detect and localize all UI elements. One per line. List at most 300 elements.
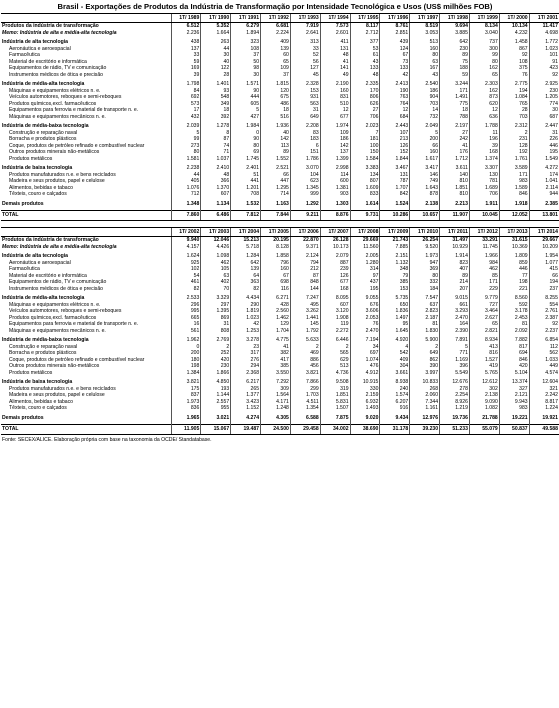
value-cell: 1.851 [440,185,470,192]
value-cell: 1.851 [320,392,350,399]
value-cell: 11.560 [350,244,380,251]
value-cell: 10.915 [350,379,380,386]
row-label: Coque, produtos de petróleo refinado e combustível nuclear [9,142,145,149]
value-cell: 102 [171,266,201,273]
value-cell: 409 [380,357,410,364]
value-cell: 444 [231,94,261,101]
value-cell: 774 [529,101,559,108]
value-cell: 904 [410,94,440,101]
value-cell: 186 [320,136,350,143]
value-cell: 8.761 [380,23,410,30]
value-cell: 1.911 [469,201,499,208]
value-cell: 10.209 [529,244,559,251]
value-cell: 128 [499,143,529,150]
value-cell: 867 [499,46,529,53]
value-cell: 665 [171,315,201,322]
value-cell: 554 [529,302,559,309]
value-cell: 1.809 [499,253,529,260]
value-cell: 240 [380,386,410,393]
value-cell: 214 [440,279,470,286]
value-cell: 30 [231,72,261,79]
value-cell: 183 [290,136,320,143]
value-cell: 1.458 [499,39,529,46]
row-label: TOTAL [1,425,171,435]
value-cell: 276 [231,357,261,364]
value-cell: 11.417 [529,23,559,30]
value-cell: 677 [320,279,350,286]
value-cell: 3.997 [410,370,440,377]
year-header: 1T/ 1992 [261,14,291,23]
value-cell: 130 [469,172,499,179]
value-cell: 290 [231,302,261,309]
value-cell: 2.851 [380,30,410,37]
value-cell: 44 [171,172,201,179]
value-cell: 82 [231,286,261,293]
value-cell: 842 [380,191,410,198]
year-header: 1T/ 1997 [410,14,440,23]
value-cell: 626 [350,101,380,108]
value-cell: 548 [201,94,231,101]
value-cell: 2.775 [499,81,529,88]
value-cell: 2.368 [231,370,261,377]
value-cell: 2.138 [410,201,440,208]
value-cell: 623 [290,178,320,185]
value-cell: 4.426 [201,244,231,251]
value-cell: 1.936 [261,123,291,130]
value-cell: 1.703 [290,392,320,399]
value-cell: 145 [290,321,320,328]
value-cell: 684 [380,114,410,121]
value-cell: 407 [440,266,470,273]
value-cell: 698 [261,279,291,286]
value-cell: 2.254 [440,392,470,399]
value-cell: 76 [350,321,380,328]
value-cell: 54 [171,273,201,280]
value-cell: 2.159 [350,392,380,399]
value-cell: 104 [290,172,320,179]
value-cell: 48 [350,72,380,79]
value-cell: 1.984 [231,123,261,130]
value-cell: 2 [201,344,231,351]
value-cell: 7.194 [350,337,380,344]
value-cell: 869 [201,315,231,322]
value-cell: 53 [350,46,380,53]
row-label: Aeronáutica e aeroespacial [9,259,71,266]
value-cell: 37 [261,72,291,79]
value-cell: 2.998 [320,165,350,172]
value-cell: 495 [290,302,320,309]
value-cell: 983 [499,405,529,412]
header-label-cell [1,228,171,237]
value-cell: 2 [290,344,320,351]
value-cell: 2.124 [290,253,320,260]
value-cell: 712 [171,191,201,198]
value-cell: 9.090 [469,399,499,406]
header-label-cell [1,14,171,23]
value-cell: 2.712 [350,30,380,37]
value-cell: 226 [529,136,559,143]
value-cell: 573 [171,101,201,108]
value-cell: 846 [499,191,529,198]
value-cell: 7.547 [410,295,440,302]
value-cell: 31.178 [380,425,410,435]
value-cell: 2.238 [171,165,201,172]
value-cell: 2.925 [529,81,559,88]
value-cell: 1.284 [231,253,261,260]
row-label: Indústria de média-alta tecnologia [2,295,85,301]
value-cell: 296 [171,302,201,309]
value-cell: 9.434 [380,415,410,422]
value-cell: 405 [171,178,201,185]
value-cell: 605 [231,101,261,108]
value-cell: 10.173 [320,244,350,251]
value-cell: 6 [290,143,320,150]
value-cell: 4.232 [499,30,529,37]
value-cell: 349 [201,101,231,108]
value-cell: 6.486 [201,211,231,221]
row-label: Construção e reparação naval [9,129,78,136]
value-cell: 409 [261,39,291,46]
value-cell: 43 [410,72,440,79]
year-header: 1T/ 1999 [469,14,499,23]
value-cell: 392 [201,114,231,121]
value-cell: 2.328 [290,81,320,88]
value-cell: 419 [469,363,499,370]
value-cell: 142 [261,136,291,143]
value-cell: 2.627 [469,315,499,322]
value-cell: 107 [380,130,410,137]
value-cell: 2.413 [380,81,410,88]
year-header: 1T/ 2010 [410,228,440,237]
value-cell: 7.919 [290,23,320,30]
value-cell: 101 [529,52,559,59]
value-cell: 27 [440,130,470,137]
value-cell: 1.914 [440,253,470,260]
value-cell: 18 [261,107,291,114]
value-cell: 160 [410,46,440,53]
value-cell: 4.157 [171,244,201,251]
value-cell: 230 [529,88,559,95]
value-cell: 26.128 [320,237,350,244]
value-cell: 95 [380,321,410,328]
source-note: Fonte: SECEX/ALICE. Elaboração própria com base na taxonomia da OCDE/ Standatabase. [2,437,212,443]
value-cell: 69 [231,149,261,156]
value-cell: 151 [290,149,320,156]
value-cell: 63 [201,273,231,280]
value-cell: 4.574 [529,370,559,377]
year-header: 1T/ 1993 [290,14,320,23]
value-cell: 510 [320,101,350,108]
value-cell: 1.384 [171,370,201,377]
value-cell: 2.387 [529,315,559,322]
row-label: Têxteis, couro e calçados [9,405,67,411]
value-cell: 3.244 [440,81,470,88]
value-cell: 947 [410,260,440,267]
value-cell: 1.076 [171,185,201,192]
value-cell: 332 [410,279,440,286]
value-cell: 76 [499,72,529,79]
value-cell: 56 [290,59,320,66]
value-cell: 4.272 [529,165,559,172]
header-row [1,228,559,237]
value-cell: 87 [290,273,320,280]
value-cell: 8.926 [440,399,470,406]
value-cell: 17 [171,107,201,114]
value-cell: 119 [320,321,350,328]
value-cell: 816 [469,350,499,357]
value-cell: 195 [529,149,559,156]
value-cell: 8.117 [350,23,380,30]
value-cell: 6.681 [261,23,291,30]
value-cell: 703 [410,101,440,108]
value-cell: 9.211 [290,211,320,221]
value-cell: 168 [469,149,499,156]
value-cell: 33 [171,52,201,59]
value-cell: 1.552 [261,156,291,163]
value-cell: 2 [410,344,440,351]
value-cell: 129 [261,321,291,328]
value-cell: 65 [261,59,291,66]
value-cell: 461 [171,279,201,286]
value-cell: 1.609 [350,185,380,192]
row-label: Máquinas e equipamentos elétricos n. e. [9,87,101,94]
value-cell: 1.224 [529,405,559,412]
value-cell: 97 [350,273,380,280]
value-cell: 437 [350,279,380,286]
value-cell: 108 [231,46,261,53]
value-cell: 59 [171,59,201,66]
value-cell: 77 [499,273,529,280]
value-cell: 9.731 [350,211,380,221]
value-cell: 7.866 [290,379,320,386]
value-cell: 955 [201,405,231,412]
value-cell: 1.219 [440,405,470,412]
value-cell: 1.704 [261,328,291,335]
value-cell: 142 [320,143,350,150]
value-cell: 0 [171,344,201,351]
value-cell: 3.070 [290,165,320,172]
value-cell: 3.550 [261,370,291,377]
value-cell: 42 [380,72,410,79]
year-header: 1T/ 2002 [171,228,201,237]
row-label: Instrumentos médicos de ótica e precisão [9,285,103,292]
value-cell: 411 [320,39,350,46]
value-cell: 486 [261,101,291,108]
value-cell: 194 [529,279,559,286]
value-cell: 1.507 [320,405,350,412]
value-cell: 1.574 [380,392,410,399]
value-cell: 1.819 [231,308,261,315]
value-cell: 2.197 [440,123,470,130]
value-cell: 34.002 [320,425,350,435]
value-cell: 2.312 [499,123,529,130]
value-cell: 164 [440,321,470,328]
value-cell: 5.104 [499,370,529,377]
value-cell: 2.272 [320,328,350,335]
year-header: 1T/ 2005 [261,228,291,237]
value-cell: 313 [290,39,320,46]
table-row [1,23,559,30]
value-cell: 1.617 [410,156,440,163]
value-cell: 4.698 [529,30,559,37]
value-cell: 2.303 [469,81,499,88]
value-cell: 55.079 [469,425,499,435]
value-cell: 263 [201,39,231,46]
value-cell: 71 [201,149,231,156]
value-cell: 1.689 [469,185,499,192]
row-label: Demais produtos [2,414,44,421]
value-cell: 706 [469,191,499,198]
value-cell: 823 [440,260,470,267]
value-cell: 12 [380,107,410,114]
value-cell: 171 [499,172,529,179]
value-cell: 3.053 [410,30,440,37]
row-label: Equipamentos de rádio, TV e comunicação [9,279,107,285]
row-label: Aeronáutica e aeroespacial [9,45,71,52]
value-cell: 207 [440,286,470,293]
year-header: 1T/ 2011 [440,228,470,237]
value-cell: 12.604 [529,379,559,386]
value-cell: 366 [201,178,231,185]
value-cell: 1.962 [171,337,201,344]
value-cell: 3.423 [231,399,261,406]
value-cell: 181 [350,136,380,143]
year-header: 1T/ 2006 [290,228,320,237]
value-cell: 15.067 [201,425,231,435]
value-cell: 3.278 [231,337,261,344]
value-cell: 806 [350,94,380,101]
value-cell: 14 [410,107,440,114]
value-cell: 139 [261,46,291,53]
value-cell: 438 [171,39,201,46]
value-cell: 1.295 [261,185,291,192]
value-cell: 9.015 [440,295,470,302]
value-cell: 1.707 [380,185,410,192]
value-cell: 642 [440,39,470,46]
value-cell: 516 [261,114,291,121]
value-cell: 19.487 [231,425,261,435]
value-cell: 763 [380,94,410,101]
value-cell: 413 [469,344,499,351]
value-cell: 1.303 [320,201,350,208]
value-cell: 122 [201,65,231,72]
value-cell: 2.208 [290,123,320,130]
value-cell: 50.837 [499,425,529,435]
value-cell: 2.242 [529,392,559,399]
value-cell: 131 [320,46,350,53]
value-cell: 1.152 [231,405,261,412]
value-cell: 859 [499,260,529,267]
row-label: Indústria de média-baixa tecnologia [2,123,89,129]
value-cell: 44 [201,46,231,53]
value-cell: 108 [499,59,529,66]
value-cell: 126 [380,143,410,150]
value-cell: 836 [171,405,201,412]
value-cell: 984 [469,260,499,267]
value-cell: 1.581 [171,156,201,163]
value-cell: 188 [440,65,470,72]
value-cell: 708 [231,191,261,198]
value-cell: 810 [440,178,470,185]
value-cell: 995 [171,308,201,315]
row-label: Indústria de média-alta tecnologia [2,81,85,87]
value-cell: 369 [410,266,440,273]
value-cell: 2.237 [529,328,559,335]
value-cell: 304 [380,363,410,370]
value-cell: 198 [171,363,201,370]
value-cell: 727 [469,302,499,309]
value-cell: 80 [469,59,499,66]
year-header: 1T/ 2004 [231,228,261,237]
value-cell: 10.657 [410,211,440,221]
value-cell: 309 [261,386,291,393]
value-cell: 70 [201,286,231,293]
value-cell: 676 [350,302,380,309]
value-cell: 67 [261,273,291,280]
value-cell: 862 [410,357,440,364]
value-cell: 41 [440,143,470,150]
row-label: Alimentos, bebidas e tabaco [9,184,73,191]
value-cell: 31 [529,130,559,137]
value-cell: 65 [469,321,499,328]
value-cell: 3.293 [440,308,470,315]
value-cell: 30 [201,52,231,59]
value-cell: 4.912 [350,370,380,377]
value-cell: 49.588 [529,425,559,435]
value-cell: 714 [261,191,291,198]
value-cell: 11.907 [440,211,470,221]
value-cell: 3.589 [499,165,529,172]
value-cell: 607 [320,302,350,309]
value-cell: 18 [201,107,231,114]
value-cell: 837 [171,392,201,399]
value-cell: 93 [201,88,231,95]
value-cell: 1.974 [320,123,350,130]
value-cell: 692 [171,94,201,101]
row-label: Produtos metálicos [9,369,53,376]
value-cell: 2.121 [499,392,529,399]
value-cell: 38.690 [350,425,380,435]
value-cell: 831 [320,94,350,101]
value-cell: 162 [469,88,499,95]
value-cell: 703 [499,114,529,121]
value-cell: 420 [201,357,231,364]
value-cell: 83 [290,130,320,137]
row-label: Equipamentos para ferrovia e material de transporte n. e. [9,107,139,113]
value-cell: 28 [499,107,529,114]
value-cell: 2.443 [380,123,410,130]
value-cell: 146 [410,172,440,179]
value-cell: 3.821 [171,379,201,386]
value-cell: 636 [469,114,499,121]
value-cell: 2.060 [410,392,440,399]
row-label: Máquinas e equipamentos elétricos n. e. [9,301,101,308]
value-cell: 2.224 [261,30,291,37]
row-label: Outros produtos minerais não-metálicos [9,149,100,155]
value-cell: 476 [350,363,380,370]
value-cell: 808 [201,328,231,335]
value-cell: 12.046 [201,237,231,244]
value-cell: 73 [380,59,410,66]
value-cell: 7.860 [171,211,201,221]
value-cell: 1.564 [261,392,291,399]
value-cell: 775 [440,101,470,108]
value-cell: 80 [410,52,440,59]
value-cell: 278 [440,386,470,393]
value-cell: 565 [320,350,350,357]
value-cell: 916 [380,405,410,412]
value-cell: 171 [440,88,470,95]
